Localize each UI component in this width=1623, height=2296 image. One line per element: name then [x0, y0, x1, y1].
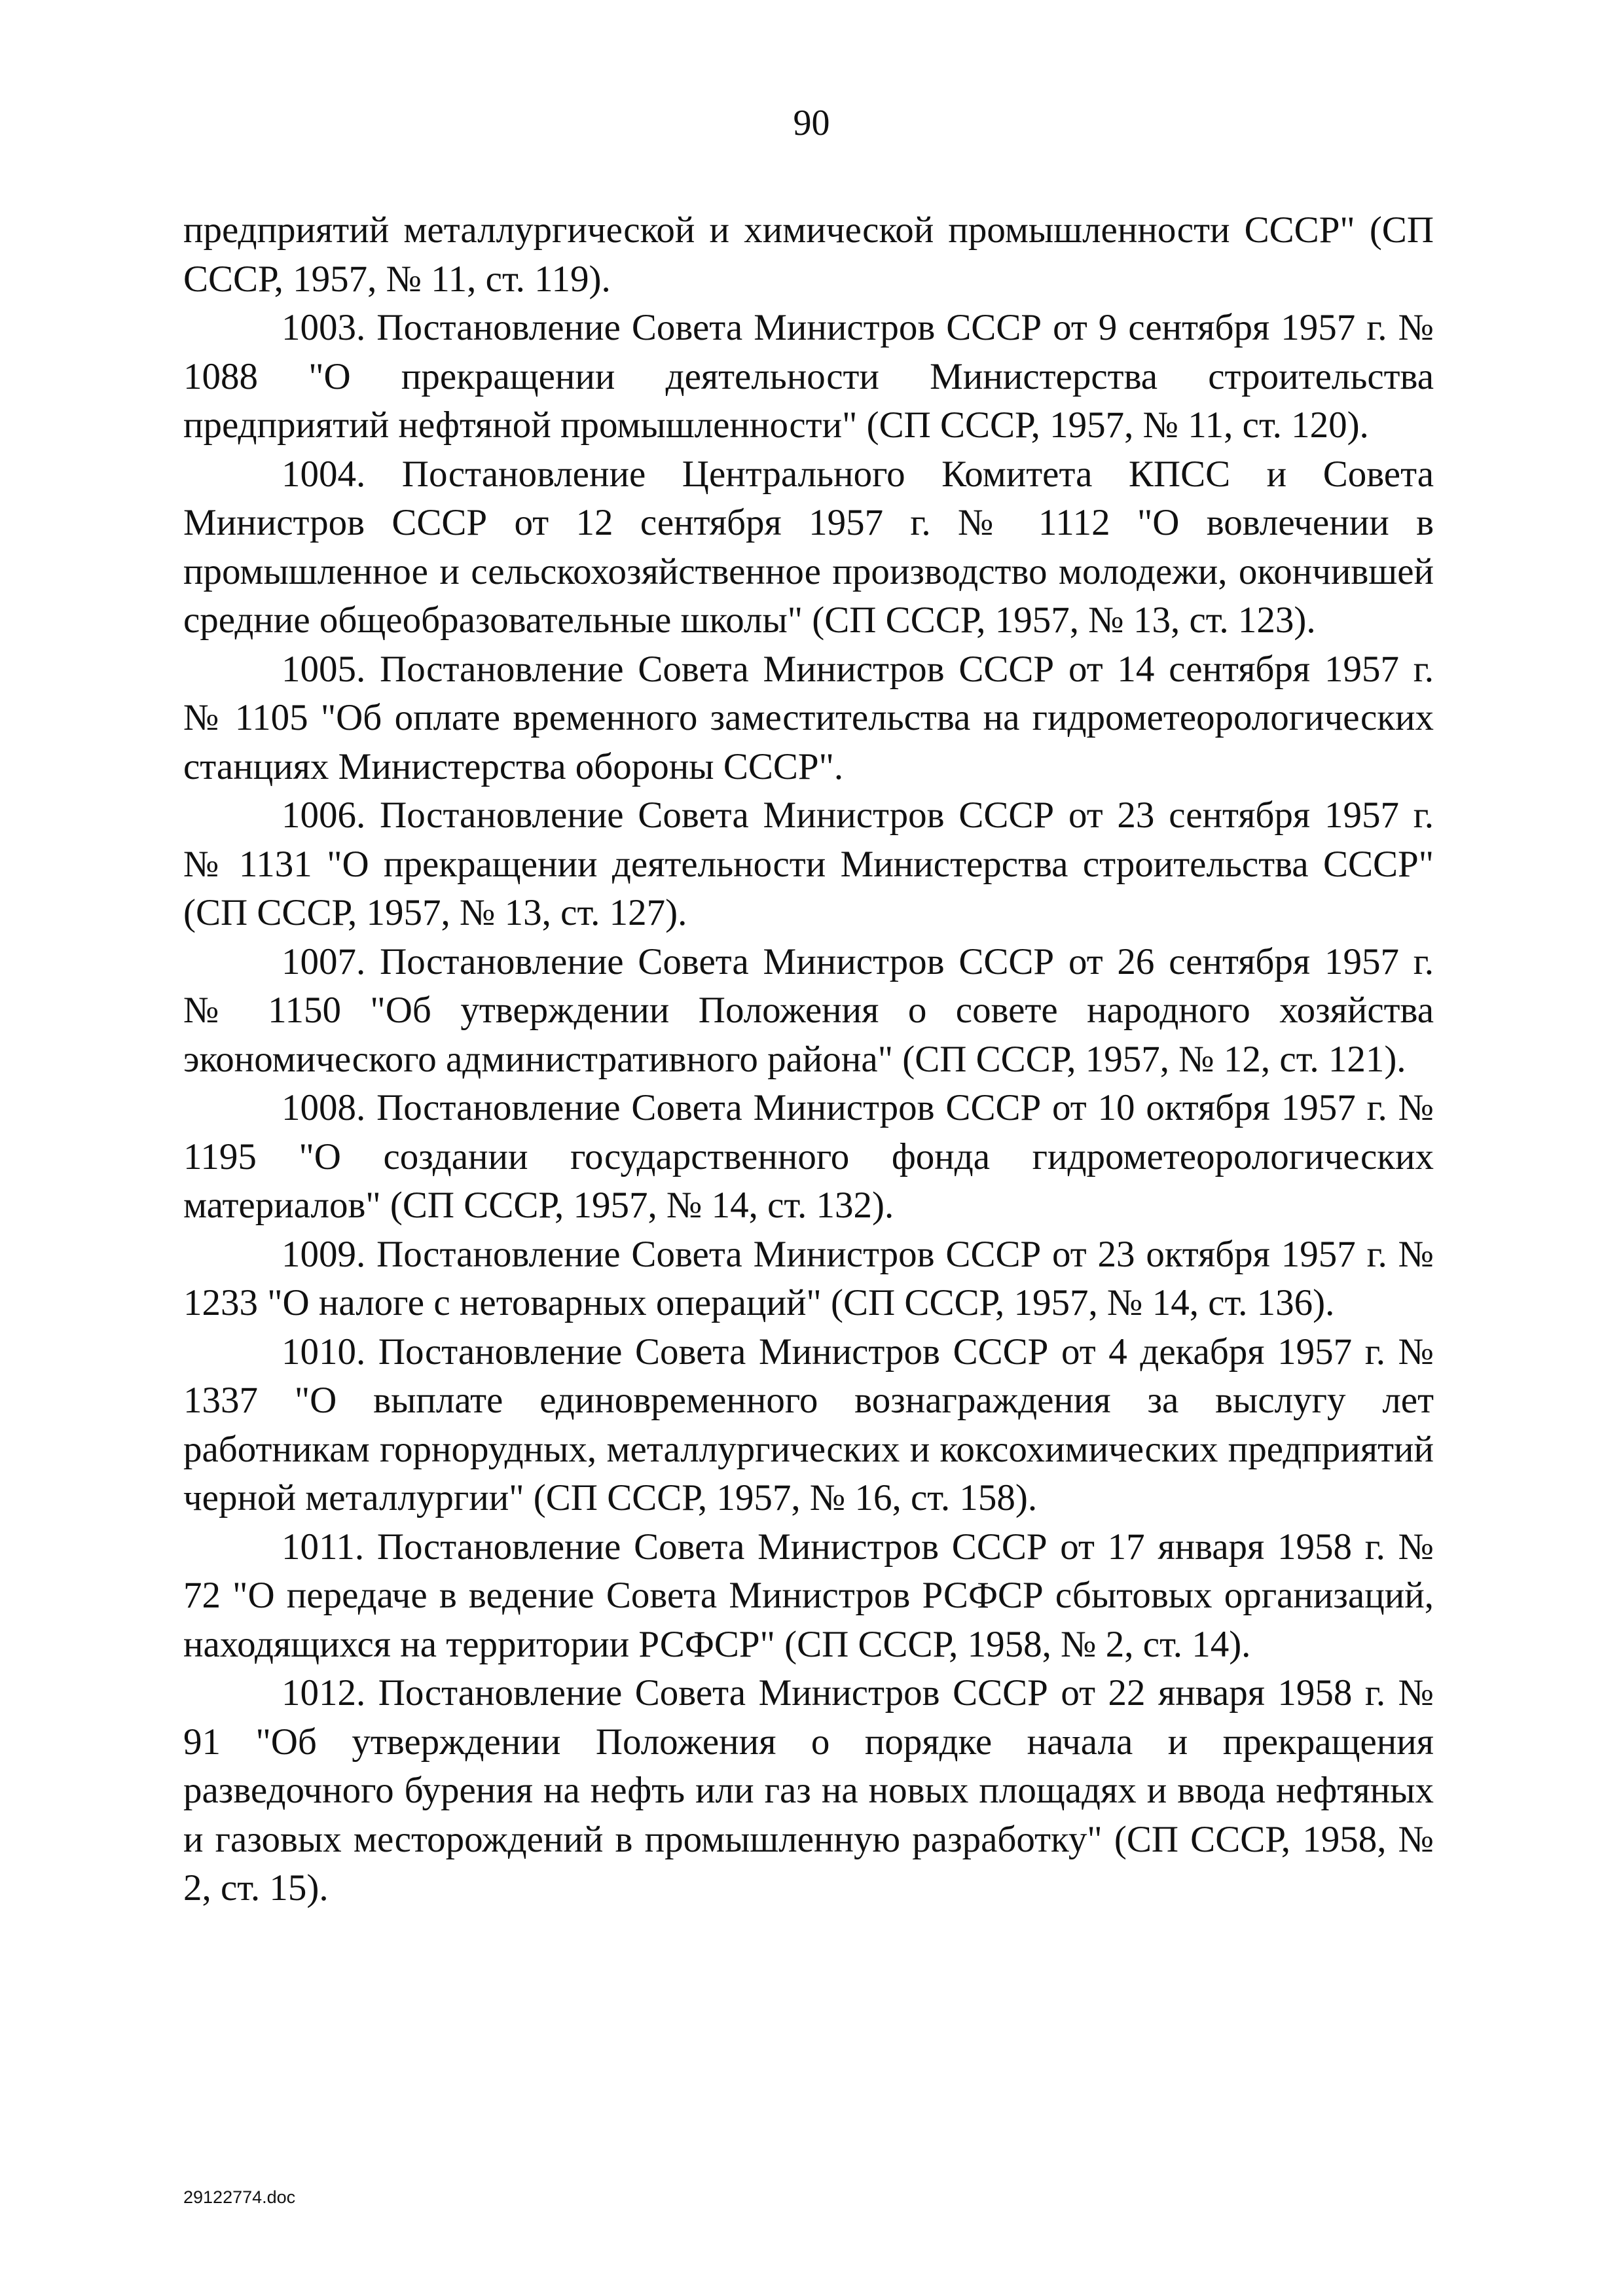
paragraph-item-1004: 1004. Постановление Центрального Комитета КПСС и Совета Министров СССР от 12 сентября 1957 г. № 1112 "О вовлечении в промышленное и сельскохозяйственное производство молодежи, окончившей средние общеобразовательные школы" (СП СССР, 1957, № 13, ст. 123). [183, 453, 1434, 641]
paragraph-item-1007: 1007. Постановление Совета Министров СССР от 26 сентября 1957 г. № 1150 "Об утверждении Положения о совете народного хозяйства экономического административного района" (СП СССР, 1957, № 12, ст. 121). [183, 941, 1434, 1080]
paragraph-item-1003: 1003. Постановление Совета Министров СССР от 9 сентября 1957 г. № 1088 "О прекращении деятельности Министерства строительства предприятий нефтяной промышленности" (СП СССР, 1957, № 11, ст. 120). [183, 307, 1434, 446]
page-number: 90 [793, 103, 830, 143]
footer-filename: 29122774.doc [183, 2187, 296, 2207]
paragraph-item-1005: 1005. Постановление Совета Министров СССР от 14 сентября 1957 г. № 1105 "Об оплате временного заместительства на гидрометеорологических станциях Министерства обороны СССР". [183, 648, 1434, 787]
paragraph-item-1009: 1009. Постановление Совета Министров СССР от 23 октября 1957 г. № 1233 "О налоге с нетоварных операций" (СП СССР, 1957, № 14, ст. 136). [183, 1233, 1434, 1323]
paragraph-item-1011: 1011. Постановление Совета Министров СССР от 17 января 1958 г. № 72 "О передаче в ведение Совета Министров РСФСР сбытовых организаций, находящихся на территории РСФСР" (СП СССР, 1958, № 2, ст. 14). [183, 1526, 1434, 1665]
paragraph-item-1012: 1012. Постановление Совета Министров СССР от 22 января 1958 г. № 91 "Об утверждении Положения о порядке начала и прекращения разведочного бурения на нефть или газ на новых площадях и ввода нефтяных и газовых месторождений в промышленную разработку" (СП СССР, 1958, № 2, ст. 15). [183, 1672, 1434, 1909]
paragraph-item-1006: 1006. Постановление Совета Министров СССР от 23 сентября 1957 г. № 1131 "О прекращении деятельности Министерства строительства СССР" (СП СССР, 1957, № 13, ст. 127). [183, 795, 1434, 933]
paragraph-continuation: предприятий металлургической и химической промышленности СССР" (СП СССР, 1957, № 11, ст. 119). [183, 209, 1434, 300]
paragraph-item-1010: 1010. Постановление Совета Министров СССР от 4 декабря 1957 г. № 1337 "О выплате единовременного вознаграждения за выслугу лет работникам горнорудных, металлургических и коксохимических предприятий черной металлургии" (СП СССР, 1957, № 16, ст. 158). [183, 1331, 1434, 1518]
document-body [183, 206, 1434, 1913]
paragraph-item-1008: 1008. Постановление Совета Министров СССР от 10 октября 1957 г. № 1195 "О создании государственного фонда гидрометеорологических материалов" (СП СССР, 1957, № 14, ст. 132). [183, 1087, 1434, 1226]
